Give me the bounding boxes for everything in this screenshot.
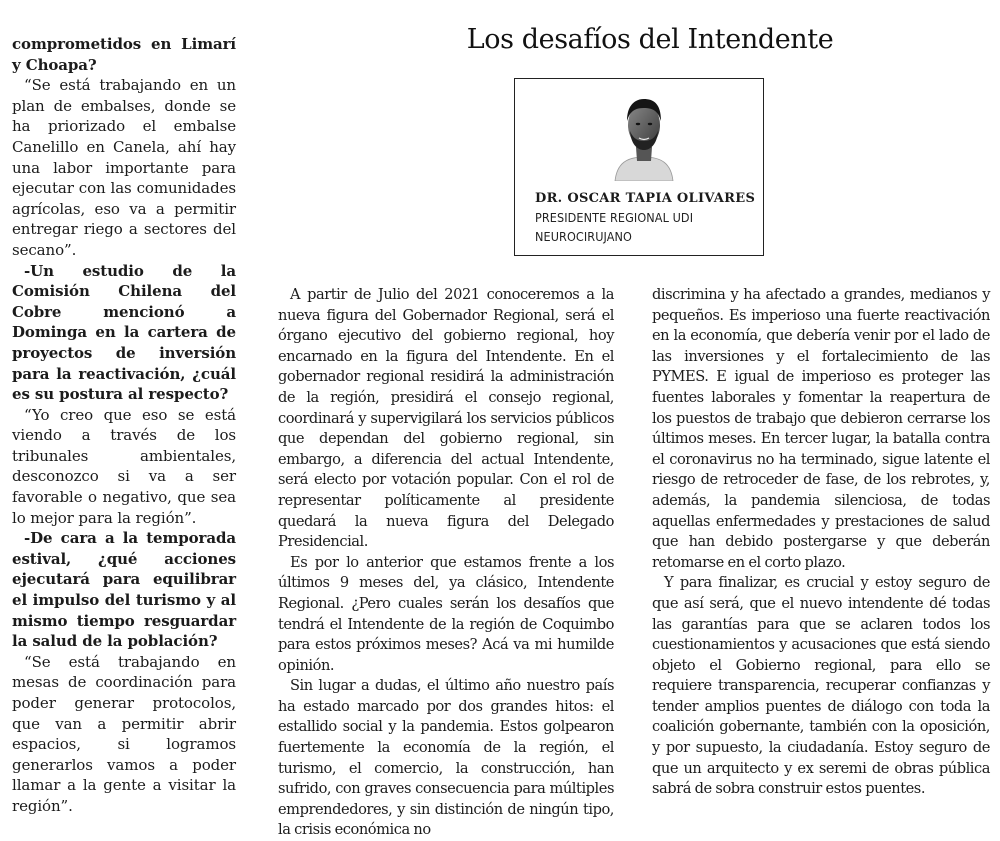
interview-column — [12, 34, 236, 817]
author-profession: NEUROCIRUJANO — [535, 229, 632, 244]
author-name: DR. OSCAR TAPIA OLIVARES — [535, 191, 756, 206]
opinion-column-middle — [278, 285, 614, 841]
opinion-paragraph: Sin lugar a dudas, el último año nuestro país ha estado marcado por dos grandes hitos: el estallido social y la pandemia. Estos golpearon fuertemente la economía de la región, el turismo, el comercio, la construcción, han sufrido, con graves consecuencia para múltiples emprendedores, y sin distinción de ningún tipo, la crisis económica no — [278, 677, 614, 839]
interview-answer: “Se está trabajando en un plan de embalses, donde se ha priorizado el embalse Canelillo en Canela, ahí hay una labor importante para ejecutar con las comunidades agrícolas, eso va a permitir entregar riego a sectores del secano”. — [12, 76, 236, 259]
author-box — [514, 78, 764, 256]
interview-answer: “Se está trabajando en mesas de coordinación para poder generar protocolos, que van a permitir abrir espacios, si logramos generarlos vamos a poder llamar a la gente a visitar la región”. — [12, 652, 236, 815]
interview-question: comprometidos en Limarí y Choapa? — [12, 35, 236, 74]
opinion-paragraph: discrimina y ha afectado a grandes, medianos y pequeños. Es imperioso una fuerte reactivación en la economía, que debería venir por el lado de las inversiones y el fortalecimiento de las PYMES. E igual de imperioso es proteger las fuentes laborales y fomentar la reapertura de los puestos de trabajo que debieron cerrarse los últimos meses. En tercer lugar, la batalla contra el coronavirus no ha terminado, sigue latente el riesgo de retroceder de fase, de los rebrotes, y, además, la pandemia silenciosa, de todas aquellas enfermedades y prestaciones de salud que han debido postergarse y que deberán retomarse en el corto plazo. — [652, 286, 990, 571]
interview-answer: “Yo creo que eso se está viendo a través de los tribunales ambientales, desconozco si va a ser favorable o negativo, que sea lo mejor para la región”. — [12, 405, 236, 527]
opinion-paragraph: A partir de Julio del 2021 conoceremos a la nueva figura del Gobernador Regional, será el órgano ejecutivo del gobierno regional, hoy encarnado en la figura del Intendente. En el gobernador regional residirá la administración de la región, presidirá el consejo regional, coordinará y supervigilará los servicios públicos que dependan del gobierno regional, sin embargo, a diferencia del actual Intendente, será electo por votación popular. Con el rol de representar políticamente al presidente quedará la nueva figura del Delegado Presidencial. — [278, 286, 614, 551]
interview-question: -De cara a la temporada estival, ¿qué acciones ejecutará para equilibrar el impulso del turismo y al mismo tiempo resguardar la salud de la población? — [12, 529, 236, 651]
opinion-column-right — [652, 285, 990, 800]
author-portrait — [613, 91, 675, 181]
opinion-paragraph: Y para finalizar, es crucial y estoy seguro de que así será, que el nuevo intendente dé todas las garantías para que se aclaren todos los cuestionamientos y acusaciones que está siendo objeto el Gobierno regional, para ello se requiere transparencia, recuperar confianzas y tender amplios puentes de diálogo con toda la coalición gobernante, también con la oposición, y por supuesto, la ciudadanía. Estoy seguro de que un arquitecto y ex seremi de obras pública sabrá de sobra construir estos puentes. — [652, 574, 990, 798]
article-headline: Los desafíos del Intendente — [466, 24, 834, 55]
author-role: PRESIDENTE REGIONAL UDI — [535, 210, 694, 225]
interview-question: -Un estudio de la Comisión Chilena del Cobre mencionó a Dominga en la cartera de proyectos de inversión para la reactivación, ¿cuál es su postura al respecto? — [12, 261, 236, 404]
opinion-paragraph: Es por lo anterior que estamos frente a los últimos 9 meses del, ya clásico, Intendente Regional. ¿Pero cuales serán los desafíos que tendrá el Intendente de la región de Coquimbo para estos próximos meses? Acá va mi humilde opinión. — [278, 553, 614, 674]
